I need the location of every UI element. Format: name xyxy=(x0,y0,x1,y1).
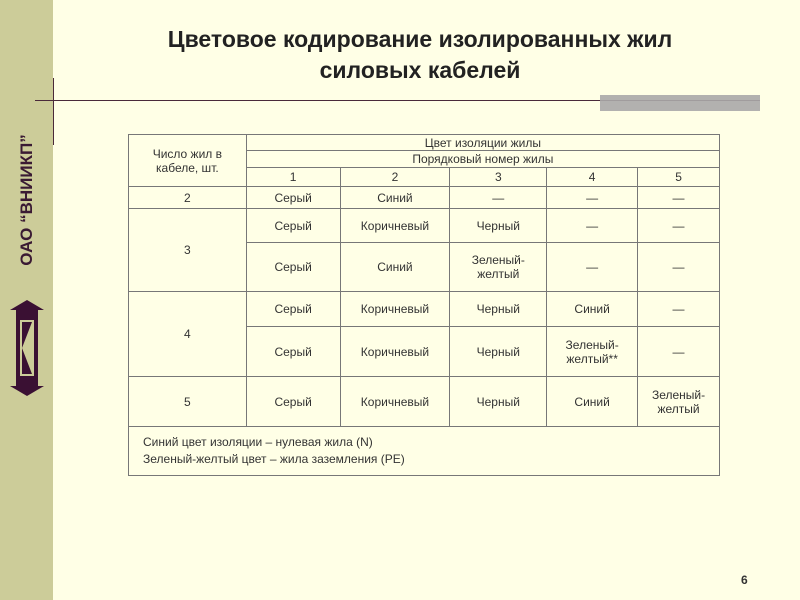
color-cell: — xyxy=(638,327,720,377)
header-color: Цвет изоляции жилы xyxy=(246,135,719,151)
color-cell: — xyxy=(638,292,720,327)
color-cell: — xyxy=(547,243,638,292)
header-num: 3 xyxy=(450,168,547,187)
color-cell: Черный xyxy=(450,327,547,377)
color-cell: Серый xyxy=(246,377,340,427)
color-cell: Зеленый-желтый xyxy=(638,377,720,427)
color-cell: Коричневый xyxy=(340,209,450,243)
title-line-1: Цветовое кодирование изолированных жил xyxy=(167,26,673,52)
color-cell: — xyxy=(638,187,720,209)
title-line-2: силовых кабелей xyxy=(319,57,521,83)
color-cell: Зеленый-желтый xyxy=(450,243,547,292)
header-count: Число жил в кабеле, шт. xyxy=(129,135,247,187)
header-num: 1 xyxy=(246,168,340,187)
color-cell: Серый xyxy=(246,209,340,243)
core-count: 2 xyxy=(129,187,247,209)
note-ground: Зеленый-желтый цвет – жила заземления (PE) xyxy=(143,452,405,466)
company-logo-icon xyxy=(8,300,46,396)
header-num: 5 xyxy=(638,168,720,187)
core-count: 5 xyxy=(129,377,247,427)
decor-bar xyxy=(600,95,760,111)
color-cell: Коричневый xyxy=(340,327,450,377)
slide-title xyxy=(80,24,760,86)
table-notes xyxy=(129,427,720,476)
color-cell: Черный xyxy=(450,292,547,327)
color-cell: Коричневый xyxy=(340,377,450,427)
color-cell: Черный xyxy=(450,377,547,427)
table-row xyxy=(129,209,720,243)
header-num: 4 xyxy=(547,168,638,187)
color-cell: — xyxy=(547,187,638,209)
table-row xyxy=(129,187,720,209)
color-cell: Серый xyxy=(246,292,340,327)
table-row xyxy=(129,292,720,327)
header-order: Порядковый номер жилы xyxy=(246,151,719,168)
color-cell: Черный xyxy=(450,209,547,243)
color-cell: Серый xyxy=(246,327,340,377)
header-num: 2 xyxy=(340,168,450,187)
color-cell: Зеленый-желтый** xyxy=(547,327,638,377)
color-cell: — xyxy=(638,209,720,243)
color-cell: Серый xyxy=(246,187,340,209)
decor-vertical-line xyxy=(53,78,54,145)
core-count: 3 xyxy=(129,209,247,292)
color-cell: Коричневый xyxy=(340,292,450,327)
color-cell: Синий xyxy=(547,377,638,427)
color-cell: Синий xyxy=(340,243,450,292)
color-cell: — xyxy=(547,209,638,243)
color-cell: — xyxy=(450,187,547,209)
page-number: 6 xyxy=(741,573,748,587)
table-row xyxy=(129,377,720,427)
notes-cell xyxy=(129,427,720,476)
core-count: 4 xyxy=(129,292,247,377)
color-cell: — xyxy=(638,243,720,292)
organization-name: ОАО “ВНИИКП” xyxy=(17,134,36,266)
note-neutral: Синий цвет изоляции – нулевая жила (N) xyxy=(143,435,373,449)
color-cell: Синий xyxy=(340,187,450,209)
color-cell: Синий xyxy=(547,292,638,327)
color-coding-table xyxy=(128,134,720,476)
color-cell: Серый xyxy=(246,243,340,292)
